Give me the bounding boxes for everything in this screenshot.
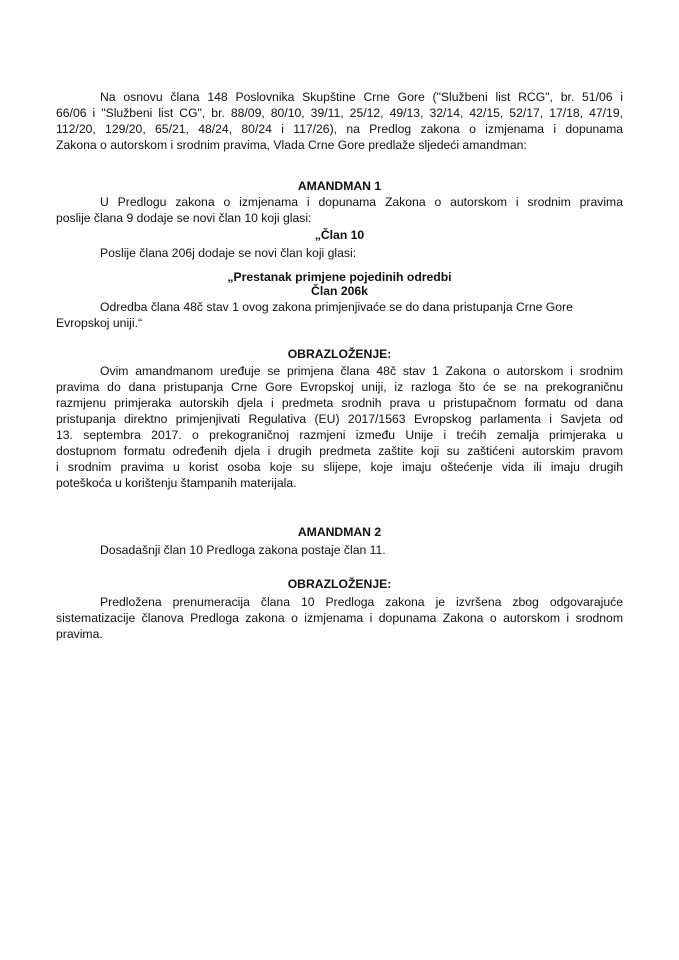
amendment-1-after-line: Poslije člana 206j dodaje se novi član koji glasi: bbox=[100, 246, 357, 260]
provision-line: Odredba člana 48č stav 1 ovog zakona primjenjivaće se do dana pristupanja Crne Gore bbox=[100, 300, 573, 314]
amendment-2-heading: AMANDMAN 2 bbox=[297, 525, 382, 539]
amendment-1-line: U Predlogu zakona o izmjenama i dopunama Zakona o autorskom i srodnim pravima bbox=[100, 195, 623, 209]
explanation-1-line: poteškoća u korištenju štampanih materijala. bbox=[56, 476, 297, 490]
explanation-1-heading: OBRAZLOŽENJE: bbox=[287, 347, 392, 361]
amendment-1-text bbox=[56, 194, 623, 226]
intro-line: 66/06 i "Službeni list CG", br. 88/09, 80/10, 39/11, 25/12, 49/13, 32/14, 42/15, 52/17, 17/18, 47/19, bbox=[56, 106, 623, 120]
article-10-title: „Član 10 bbox=[314, 228, 365, 242]
amendment-1-heading: AMANDMAN 1 bbox=[297, 179, 382, 193]
amendment-2-line: Dosadašnji član 10 Predloga zakona postaje član 11. bbox=[100, 543, 386, 557]
explanation-1-line: Ovim amandmanom uređuje se primjena člana 48č stav 1 Zakona o autorskom i srodnim bbox=[100, 364, 623, 378]
explanation-1-line: pravima do dana pristupanja Crne Gore Evropskoj uniji, iz razloga što će se na prekograničnu bbox=[56, 380, 623, 394]
explanation-1-text bbox=[56, 363, 623, 491]
intro-line: 112/20, 129/20, 65/21, 48/24, 80/24 i 117/26), na Predlog zakona o izmjenama i dopunama bbox=[56, 122, 623, 136]
explanation-2-line: sistematizacije članova Predloga zakona o izmjenama i dopunama Zakona o autorskom i srodnom bbox=[56, 611, 623, 625]
explanation-1-line: razmjenu primjeraka autorskih djela i predmeta srodnih prava u pristupačnom formatu od dana bbox=[56, 396, 623, 410]
explanation-2-line: pravima. bbox=[56, 627, 103, 641]
provision-text bbox=[56, 299, 623, 331]
intro-line: Na osnovu člana 148 Poslovnika Skupštine Crne Gore ("Službeni list RCG", br. 51/06 i bbox=[100, 90, 623, 104]
intro-paragraph bbox=[56, 89, 623, 153]
article-206k-title: Član 206k bbox=[311, 284, 368, 298]
explanation-1-line: dostupnom formatu određenih djela i drugih predmeta zaštite koji su zaštićeni autorskim pravom bbox=[56, 444, 623, 458]
explanation-2-heading: OBRAZLOŽENJE: bbox=[287, 577, 392, 591]
explanation-1-line: i srodnim pravima u korist osoba koje su slijepe, koje imaju oštećenje vida ili imaju drugih bbox=[56, 460, 623, 474]
explanation-1-line: 13. septembra 2017. o prekograničnoj razmjeni između Unije i trećih zemalja primjeraka u bbox=[56, 428, 623, 442]
explanation-1-line: pristupanja direktno primjenjivati Regulativa (EU) 2017/1563 Evropskog parlamenta i Savjeta od bbox=[56, 412, 623, 426]
explanation-2-text bbox=[56, 594, 623, 642]
amendment-1-line: poslije člana 9 dodaje se novi član 10 koji glasi: bbox=[56, 211, 312, 225]
explanation-2-line: Predložena prenumeracija člana 10 Predloga zakona je izvršena zbog odgovarajuće bbox=[100, 595, 623, 609]
provision-line: Evropskoj uniji.“ bbox=[56, 316, 143, 330]
intro-line: Zakona o autorskom i srodnim pravima, Vlada Crne Gore predlaže sljedeći amandman: bbox=[56, 138, 527, 152]
new-article-subtitle: „Prestanak primjene pojedinih odredbi bbox=[227, 270, 452, 284]
